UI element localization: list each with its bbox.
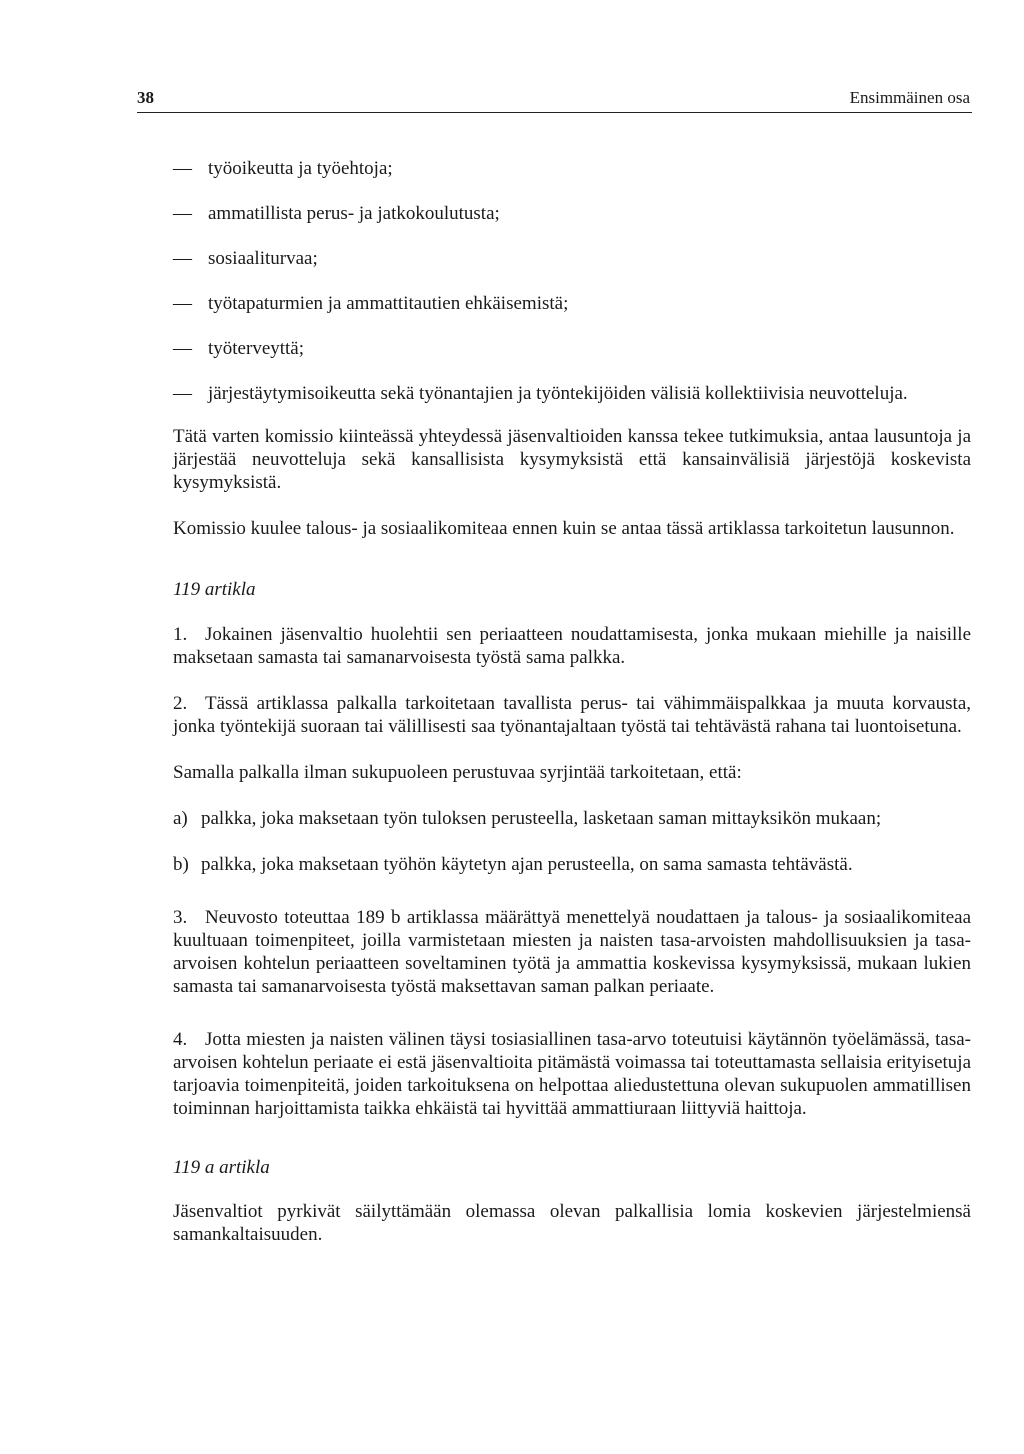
page-number: 38: [137, 88, 154, 107]
paragraph-consultation: Komissio kuulee talous- ja sosiaalikomiteaa ennen kuin se antaa tässä artiklassa tarkoitetun lausunnon.: [173, 518, 955, 539]
paragraph-text: Neuvosto toteuttaa 189 b artiklassa määrättyä menettelyä noudattaen ja talous- ja sosiaalikomiteaa kuultuaan toimenpiteet, joilla varmistetaan miesten ja naisten tasa-arvoisten mahdollisuuksien ja tasa-arvoisen kohtelun periaatteen soveltaminen työtä ja ammattia koskevissa kysymyksissä, mukaan lukien samasta tai samanarvoisesta työstä maksettavan saman palkan periaate.: [173, 907, 971, 997]
article-119-paragraph-1: [173, 623, 971, 669]
paragraph-number: 2.: [173, 693, 188, 714]
article-119a-title: 119 a artikla: [173, 1157, 270, 1178]
item-label: b): [173, 854, 189, 875]
article-119a-paragraph: Jäsenvaltiot pyrkivät säilyttämään olemassa olevan palkallisia lomia koskevien järjestelmiensä samankaltaisuuden.: [173, 1201, 971, 1245]
running-head: Ensimmäinen osa: [849, 88, 970, 107]
dash-bullet: —: [173, 203, 192, 224]
article-119-item-b: [173, 853, 971, 876]
paragraph-text: Jotta miesten ja naisten välinen täysi tosiasiallinen tasa-arvo toteutuisi käytännön työelämässä, tasa-arvoisen kohtelun periaate ei estä jäsenvaltioita pitämästä voimassa tai toteuttamasta sellaisia erityisetuja tarjoavia toimenpiteitä, joiden tarkoituksena on helpottaa aliedustettuna olevan sukupuolen ammatillisen toiminnan harjoittamista taikka ehkäistä tai hyvittää ammattiuraan liittyviä haittoja.: [173, 1029, 971, 1119]
list-item: [173, 337, 971, 360]
dash-bullet: —: [173, 338, 192, 359]
paragraph-number: 4.: [173, 1029, 188, 1050]
list-item-text: työtapaturmien ja ammattitautien ehkäisemistä;: [208, 293, 569, 314]
list-item: [173, 382, 971, 405]
article-119-item-a: [173, 807, 971, 830]
article-119-paragraph-2: [173, 692, 971, 738]
list-item: [173, 202, 971, 225]
dash-bullet: —: [173, 383, 192, 404]
item-text: palkka, joka maksetaan työhön käytetyn ajan perusteella, on sama samasta tehtävästä.: [201, 854, 853, 875]
paragraph-text: Jokainen jäsenvaltio huolehtii sen periaatteen noudattamisesta, jonka mukaan miehille ja naisille maksetaan samasta tai samanarvoisesta työstä sama palkka.: [173, 624, 971, 668]
page-content: [173, 157, 971, 1269]
article-119-title: 119 artikla: [173, 579, 256, 600]
list-item-text: työoikeutta ja työehtoja;: [208, 158, 393, 179]
article-119-paragraph-2-intro: Samalla palkalla ilman sukupuoleen perustuvaa syrjintää tarkoitetaan, että:: [173, 762, 742, 783]
page-header: [137, 86, 972, 113]
dash-bullet: —: [173, 158, 192, 179]
list-item: [173, 292, 971, 315]
list-item-text: työterveyttä;: [208, 338, 305, 359]
paragraph-text: Tässä artiklassa palkalla tarkoitetaan tavallista perus- tai vähimmäispalkkaa ja muuta korvausta, jonka työntekijä suoraan tai välillisesti saa työnantajaltaan työstä tai tehtävästä rahana tai luontoisetuna.: [173, 693, 971, 737]
dash-bullet: —: [173, 248, 192, 269]
item-label: a): [173, 808, 188, 829]
list-item-text: sosiaaliturvaa;: [208, 248, 318, 269]
paragraph-number: 1.: [173, 624, 188, 645]
paragraph-number: 3.: [173, 907, 188, 928]
list-item-text: ammatillista perus- ja jatkokoulutusta;: [208, 203, 500, 224]
paragraph-research: Tätä varten komissio kiinteässä yhteydessä jäsenvaltioiden kanssa tekee tutkimuksia, antaa lausuntoja ja järjestää neuvotteluja sekä kansallisista kysymyksistä että kansainvälisiä järjestöjä koskevista kysymyksistä.: [173, 426, 971, 493]
list-item: [173, 157, 971, 180]
article-119-paragraph-3: [173, 906, 971, 998]
dash-bullet: —: [173, 293, 192, 314]
list-item-text: järjestäytymisoikeutta sekä työnantajien ja työntekijöiden välisiä kollektiivisia neuvotteluja.: [208, 383, 908, 404]
article-119-paragraph-4: [173, 1028, 971, 1120]
item-text: palkka, joka maksetaan työn tuloksen perusteella, lasketaan saman mittayksikön mukaan;: [201, 808, 882, 829]
list-item: [173, 247, 971, 270]
